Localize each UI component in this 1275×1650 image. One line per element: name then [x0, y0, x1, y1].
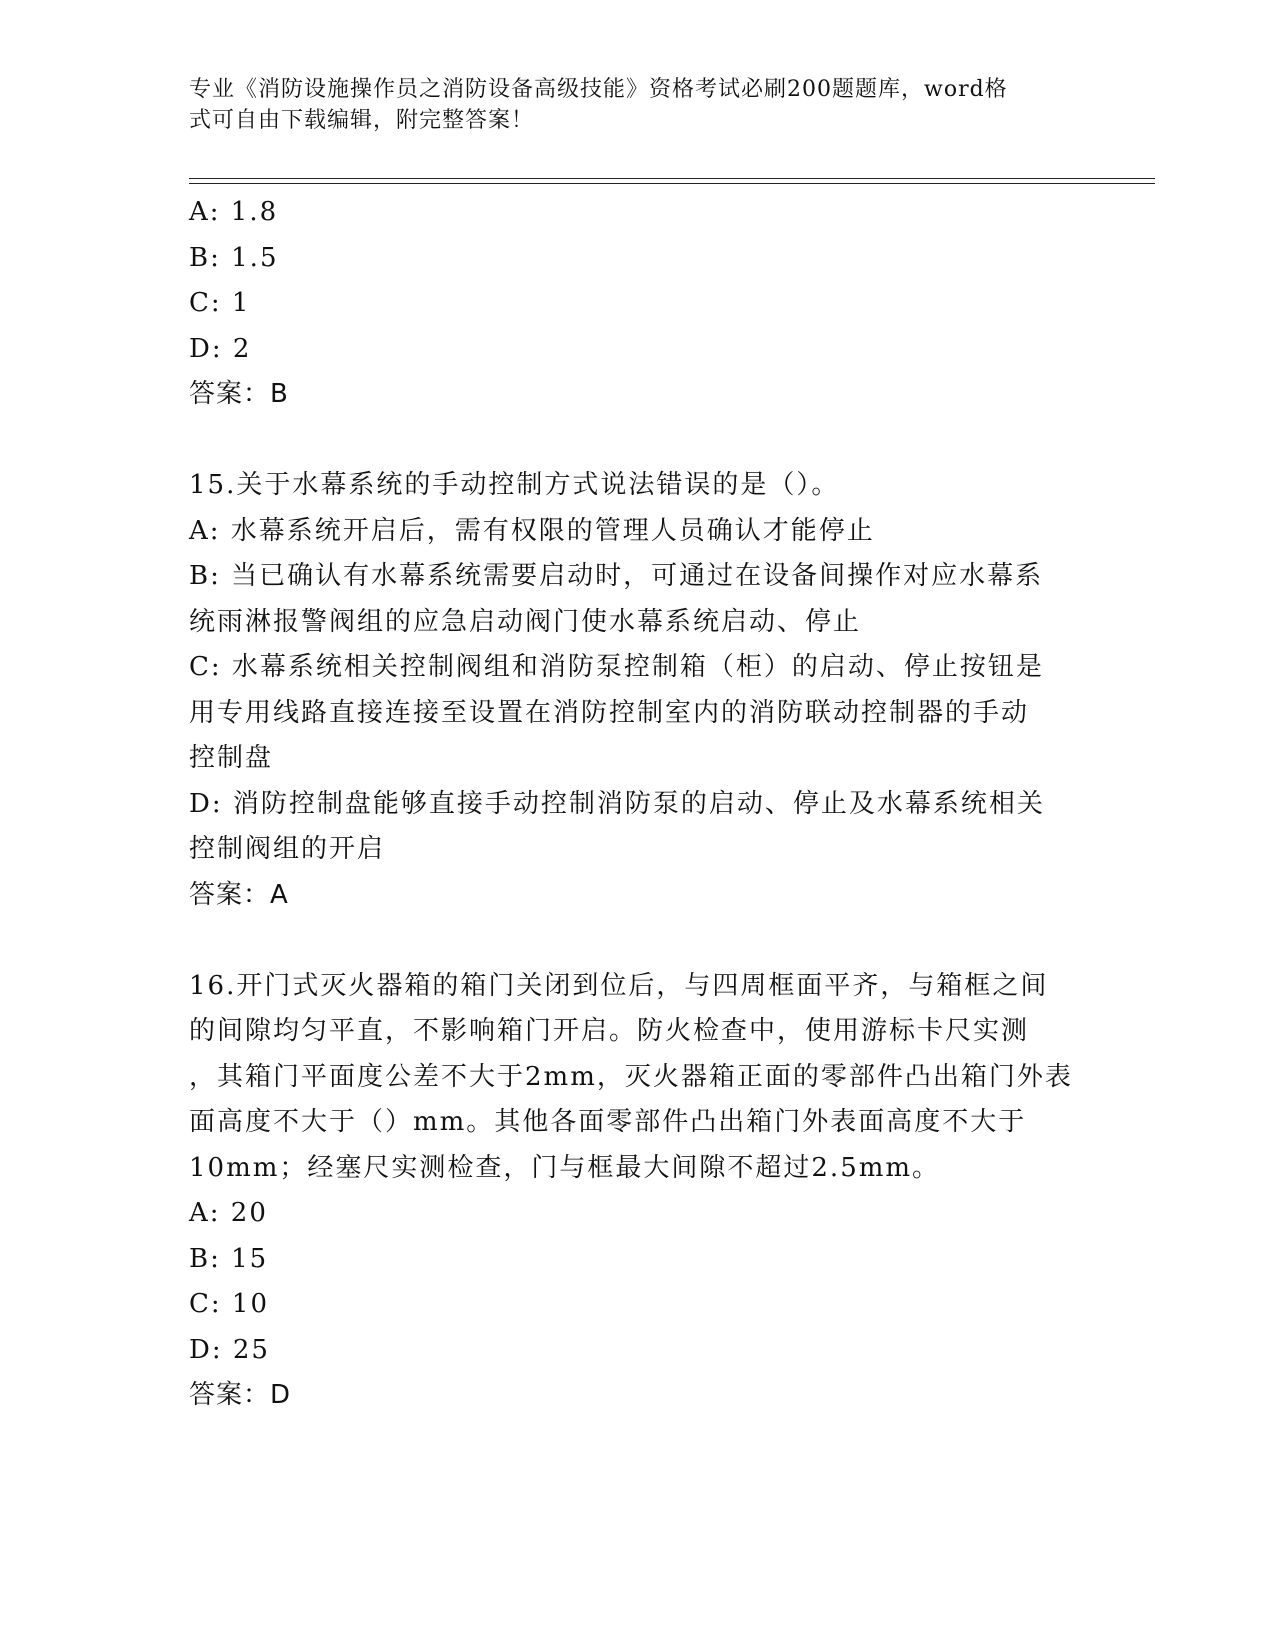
option-a: A: 1.8: [189, 197, 279, 227]
option-b-continued: 统雨淋报警阀组的应急启动阀门使水幕系统启动、停止: [189, 606, 862, 637]
question-stem-continued: 的间隙均匀平直，不影响箱门开启。防火检查中，使用游标卡尺实测: [189, 1016, 1030, 1046]
question-stem: 15.关于水幕系统的手动控制方式说法错误的是（）。: [189, 470, 840, 500]
header-divider-top: [189, 178, 1155, 179]
question-stem: 16.开门式灭火器箱的箱门关闭到位后，与四周框面平齐，与箱框之间: [189, 970, 1049, 1001]
header-line-2: 式可自由下载编辑，附完整答案！: [189, 108, 535, 133]
previous-question-block: [189, 190, 1089, 418]
option-b: B: 1.5: [189, 242, 279, 273]
option-c-continued: 控制盘: [189, 743, 274, 773]
spacer: [189, 918, 1089, 964]
header-line-1: 专业《消防设施操作员之消防设备高级技能》资格考试必刷200题题库，word格: [189, 77, 1008, 102]
question-content: [189, 190, 1089, 1419]
answer-line: 答案：A: [189, 879, 289, 910]
question-15-block: [189, 463, 1089, 918]
option-d: D: 25: [189, 1334, 270, 1365]
option-b: B: 15: [189, 1243, 269, 1274]
question-stem-continued: 面高度不大于（）mm。其他各面零部件凸出箱门外表面高度不大于: [189, 1107, 1027, 1137]
option-c: C: 10: [189, 1289, 270, 1319]
spacer: [189, 418, 1089, 464]
option-c-continued: 用专用线路直接连接至设置在消防控制室内的消防联动控制器的手动: [189, 697, 1030, 728]
question-16-block: [189, 964, 1089, 1419]
option-a: A: 水幕系统开启后，需有权限的管理人员确认才能停止: [189, 515, 875, 546]
option-b: B: 当已确认有水幕系统需要启动时，可通过在设备间操作对应水幕系: [189, 561, 1044, 591]
option-c: C: 1: [189, 288, 251, 318]
header-divider-bottom: [189, 183, 1155, 184]
option-d: D: 消防控制盘能够直接手动控制消防泵的启动、停止及水幕系统相关: [189, 788, 1045, 819]
answer-line: 答案：B: [189, 379, 289, 409]
question-stem-continued: 10mm；经塞尺实测检查，门与框最大间隙不超过2.5mm。: [189, 1152, 941, 1183]
answer-line: 答案：D: [189, 1380, 292, 1410]
option-d: D: 2: [189, 333, 252, 364]
option-d-continued: 控制阀组的开启: [189, 834, 386, 864]
option-a: A: 20: [189, 1198, 268, 1228]
question-stem-continued: ，其箱门平面度公差不大于2mm，灭火器箱正面的零部件凸出箱门外表: [189, 1061, 1073, 1092]
document-header: [189, 74, 1069, 136]
option-c: C: 水幕系统相关控制阀组和消防泵控制箱（柜）的启动、停止按钮是: [189, 652, 1044, 682]
